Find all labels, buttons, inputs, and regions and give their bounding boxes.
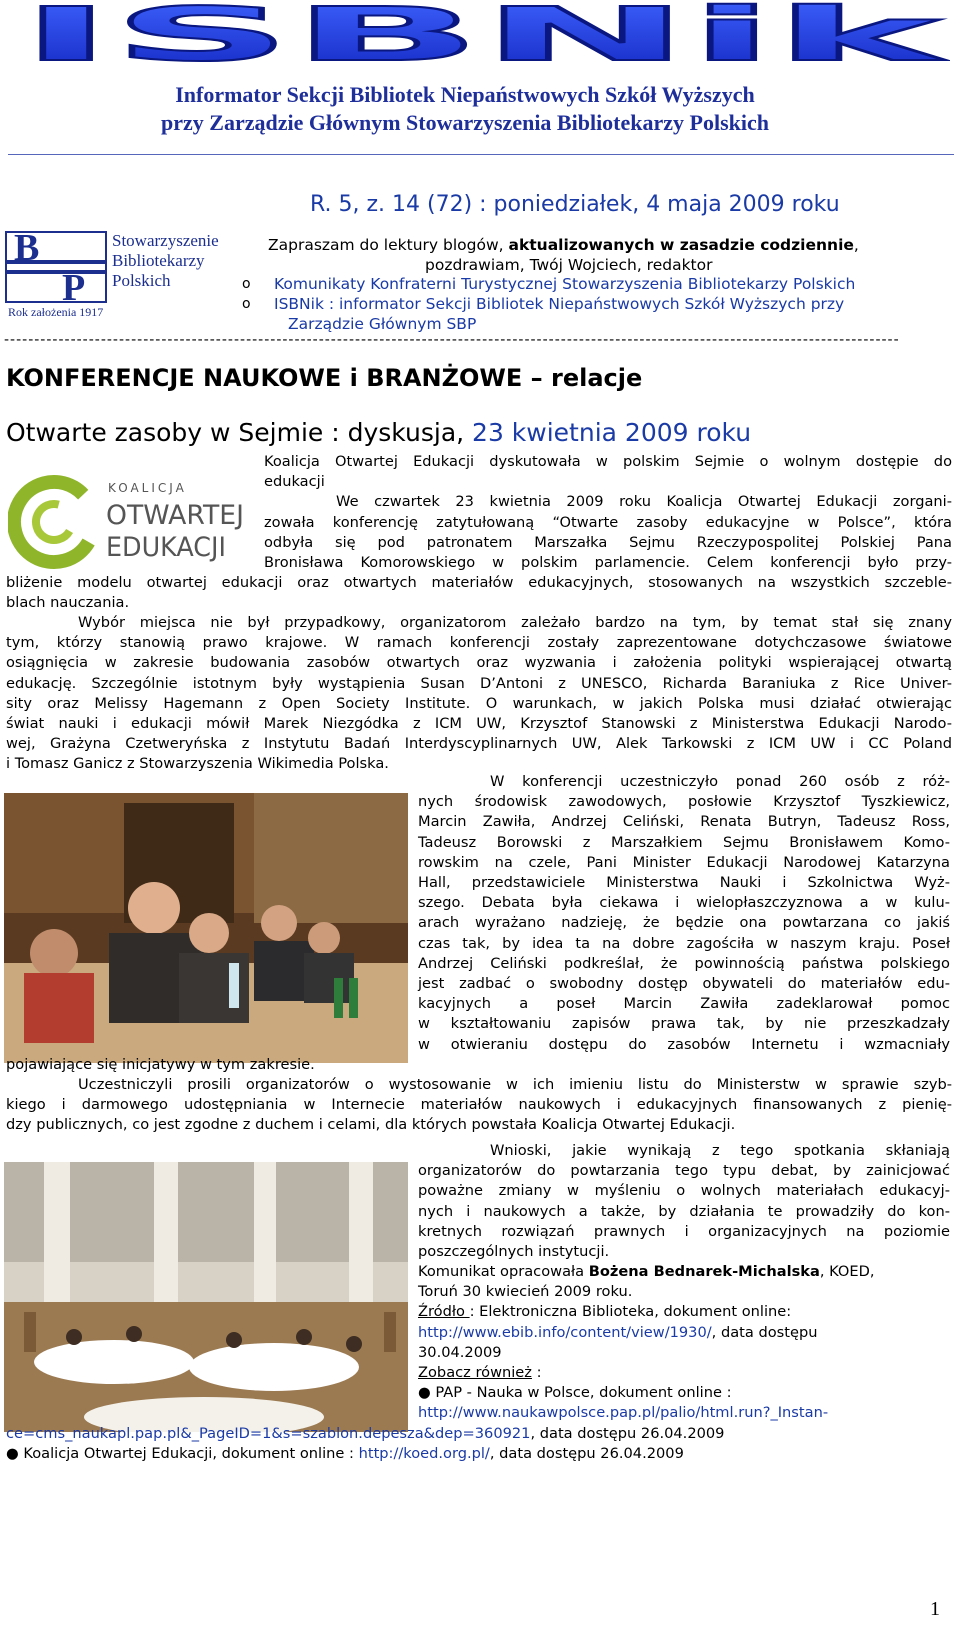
- sbp-line3: Polskich: [112, 271, 171, 290]
- bullet-marker: o: [242, 276, 251, 292]
- header-divider: [8, 154, 954, 155]
- paragraph-4: Uczestniczyli prosili organizatorów o wystosowanie w ich imieniu listu do Ministerstw w sprawie szyb- kiego i darmowego udostępniania w Internecie materiałów naukowych i edukacyjnych finansowanych z pienię- dzy publicznych, co jest zgodne z duchem i celami, dla których powstała Koalicja Otwartej Edukacji.: [6, 1076, 952, 1134]
- sbp-initial-b: B: [14, 230, 40, 269]
- ref2-line: ● Koalicja Otwartej Edukacji, dokument online : http://koed.org.pl/, data dostępu 26.04.2009: [6, 1445, 684, 1462]
- conference-photo-2: [4, 1162, 408, 1432]
- see-also: Zobacz również :: [418, 1364, 542, 1382]
- sbp-initial-p: P: [62, 267, 86, 309]
- link-komunikaty[interactable]: Komunikaty Konfraterni Turystycznej Stowarzyszenia Bibliotekarzy Polskich: [274, 275, 856, 293]
- isbnik-masthead-logo: [10, 2, 950, 68]
- ref1-text: ● PAP - Nauka w Polsce, dokument online :: [418, 1384, 732, 1402]
- sbp-logo: [4, 230, 234, 320]
- source-url-line: http://www.ebib.info/content/view/1930/, data dostępu: [418, 1323, 818, 1341]
- dashed-separator: ----------------------------------------------------------------------------------------------------------------------------------------------------: [4, 332, 900, 348]
- koed-mid: OTWARTEJ: [106, 500, 244, 531]
- koed-top: KOALICJA: [108, 481, 187, 495]
- ref1-link-part2[interactable]: ce=cms_naukapl.pap.pl&_PageID=1&s=szablon.depesza&dep=360921: [6, 1425, 531, 1442]
- link-isbnik[interactable]: ISBNik : informator Sekcji Bibliotek Niepaństwowych Szkół Wyższych przy: [274, 295, 845, 313]
- credit-line2: Toruń 30 kwiecień 2009 roku.: [418, 1283, 633, 1301]
- credit-line: Komunikat opracowała Bożena Bednarek-Michalska, KOED,: [418, 1263, 875, 1280]
- paragraph-3-tail: pojawiające się inicjatywy w tym zakresie.: [6, 1056, 315, 1073]
- sbp-line1: Stowarzyszenie: [112, 231, 219, 250]
- header-title-line2: przy Zarządzie Głównym Stowarzyszenia Bibliotekarzy Polskich: [161, 110, 769, 135]
- conference-photo-1: [4, 793, 408, 1063]
- intro-line2: pozdrawiam, Twój Wojciech, redaktor: [425, 256, 713, 274]
- source-date: 30.04.2009: [418, 1343, 502, 1361]
- link-isbnik-cont[interactable]: Zarządzie Głównym SBP: [288, 315, 477, 333]
- section-heading: KONFERENCJE NAUKOWE i BRANŻOWE – relacje: [6, 364, 643, 392]
- source-link[interactable]: http://www.ebib.info/content/view/1930/: [418, 1323, 712, 1341]
- article-title: Otwarte zasoby w Sejmie : dyskusja, 23 kwietnia 2009 roku: [6, 418, 752, 447]
- sbp-line2: Bibliotekarzy: [112, 251, 205, 270]
- credits-block: [418, 1262, 950, 1424]
- issue-line: R. 5, z. 14 (72) : poniedziałek, 4 maja 2009 roku: [310, 192, 840, 217]
- paragraph-1-side: Koalicja Otwartej Edukacji dyskutowała w polskim Sejmie o wolnym dostępie do edukacji We czwartek 23 kwietnia 2009 roku Koalicja Otwartej Edukacji zorgani- zowała konferencję zatytułowaną “Otwarte zasoby edukacyjne w Polsce”, która odbyła się pod patronatem Marszałka Sejmu Rzeczypospolitej Polskiej Pana Bronisława Komorowskiego w polskim parlamencie. Celem konferencji było przy-: [264, 453, 952, 572]
- bullet-marker: o: [242, 296, 251, 312]
- koed-bot: EDUKACJI: [106, 532, 226, 563]
- sbp-founded: Rok założenia 1917: [8, 305, 104, 319]
- masthead-text: ISBNik: [20, 2, 946, 68]
- ref1-cont: ce=cms_naukapl.pap.pl&_PageID=1&s=szablon.depesza&dep=360921, data dostępu 26.04.2009: [6, 1425, 725, 1442]
- header-title-line1: Informator Sekcji Bibliotek Niepaństwowych Szkół Wyższych: [175, 82, 755, 107]
- paragraph-1-full: bliżenie modelu otwartej edukacji oraz otwartych materiałów edukacyjnych, stosowanych na wszystkich szczeble- blach nauczania.: [6, 574, 952, 612]
- page-number: 1: [930, 1598, 940, 1620]
- ref2-link[interactable]: http://koed.org.pl/: [358, 1445, 490, 1462]
- paragraph-2: Wybór miejsca nie był przypadkowy, organizatorom zależało bardzo na tym, by temat stał się znany tym, którzy stanowią prawo krajowe. W ramach konferencji zostały zaprezentowane dotychczasowe światowe osiągnięcia w zakresie budowania zasobów otwartych oraz wyzwania i założenia polityki wspierającej otwartą edukację. Szczególnie istotnym były wystąpienia Susan D’Antoni z UNESCO, Richarda Baraniuka z Rice Univer- sity oraz Melissy Hagemann z Open Society Institute. O warunkach, w jakich Polska musi działać otwierając świat nauki i edukacji mówił Marek Niezgódka z ICM UW, Krzysztof Stanowski z Ministerstwa Edukacji Narodo- wej, Grażyna Czetweryńska z Instytutu Badań Interdyscyplinarnych UW, Alek Tarkowski z ICM UW i CC Poland i Tomasz Ganicz z Stowarzyszenia Wikimedia Polska.: [6, 614, 952, 773]
- ref1-link-part1[interactable]: http://www.naukawpolsce.pap.pl/palio/html.run?_Instan-: [418, 1404, 829, 1422]
- paragraph-3: W konferencji uczestniczyło ponad 260 osób z róż- nych środowisk zawodowych, posłowie Krzysztof Tyszkiewicz, Marcin Zawiła, Andrzej Celiński, Renata Butryn, Tadeusz Ross, Tadeusz Borowski z Marszałkiem Sejmu Bronisławem Komo- rowskim na czele, Pani Minister Edukacji Narodowej Katarzyna Hall, przedstawiciele Ministerstwa Nauki i Szkolnictwa Wyż- szego. Debata była ciekawa i wielopłaszczyznowa a w kulu- arach wyrażano nadzieję, że będzie ona powtarzana co jakiś czas tak, by idea ta na dobre zagościła w naszym kraju. Poseł Andrzej Celiński podkreślał, że powinnością państwa polskiego jest zadbać o swobodny dostęp obywateli do materiałów edu- kacyjnych a poseł Marcin Zawiła zadeklarował pomoc w kształtowaniu zapisów prawa tak, by nie przeszkadzały w otwieraniu dostępu do zasobów Internetu i wzmacniały: [418, 773, 950, 1053]
- koed-logo: [8, 472, 248, 572]
- paragraph-5: Wnioski, jakie wynikają z tego spotkania skłaniają organizatorów do powtarzania tego typu debat, by zainicjować poważne zmiany w myśleniu o wolnych materiałach edukacyj- nych i naukowych a także, by działania te prowadziły do kon- kretnych rozwiązań prawnych i organizacyjnych na poziomie poszczególnych instytucji.: [418, 1142, 950, 1261]
- source-line: Źródło : Elektroniczna Biblioteka, dokument online:: [418, 1303, 792, 1321]
- intro-line1: Zapraszam do lektury blogów, aktualizowanych w zasadzie codziennie,: [268, 236, 859, 254]
